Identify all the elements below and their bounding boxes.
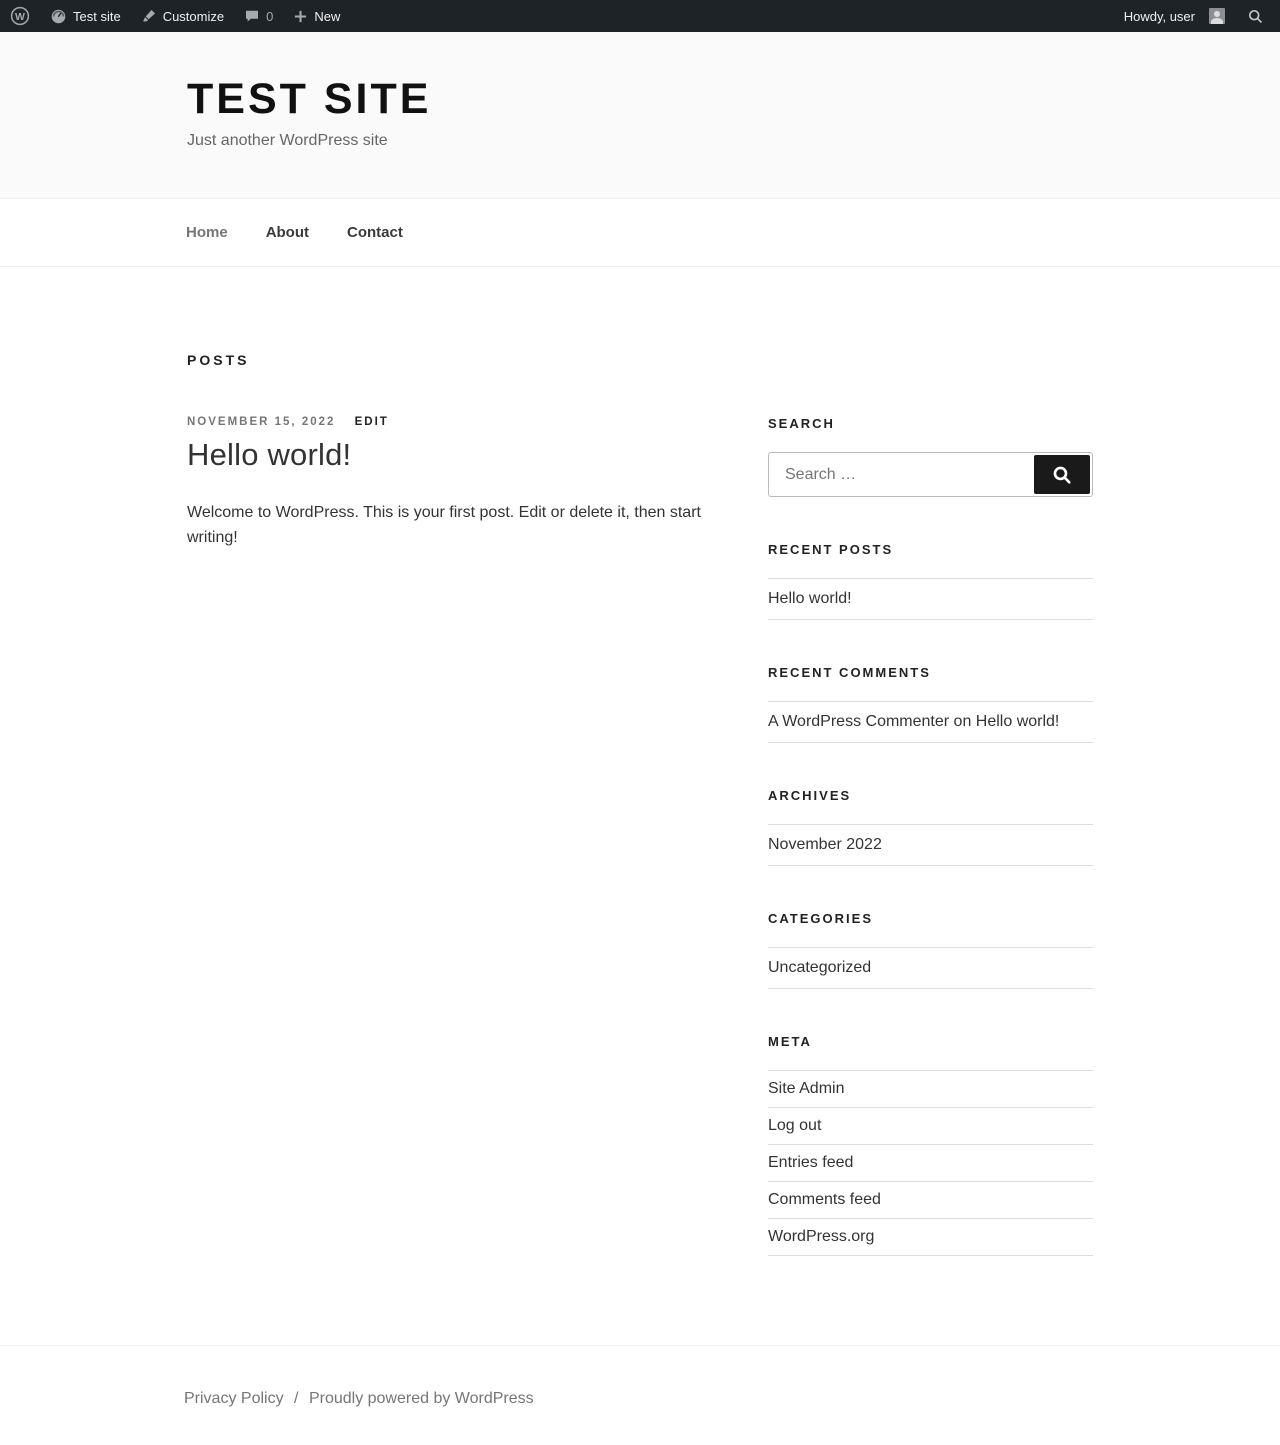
site-footer (0, 1345, 1280, 1445)
customize-label: Customize (162, 8, 225, 24)
comment-connector: on (949, 713, 976, 730)
admin-bar (0, 0, 1280, 32)
howdy-label: Howdy, user (1123, 8, 1195, 24)
admin-bar-site-name[interactable] (40, 0, 131, 32)
wordpress-menu-button[interactable] (0, 0, 40, 32)
admin-bar-site-name-label: Test site (73, 8, 121, 24)
post-meta (187, 416, 727, 428)
primary-nav (0, 198, 1280, 267)
new-label: New (314, 8, 341, 24)
search-form (768, 452, 1093, 497)
customize-button[interactable] (131, 0, 234, 32)
meta-link-wordpress-org[interactable]: WordPress.org (768, 1228, 875, 1245)
meta-widget (768, 1034, 1093, 1256)
search-icon (1247, 8, 1264, 25)
meta-link-site-admin[interactable]: Site Admin (768, 1080, 845, 1097)
meta-item (768, 1108, 1093, 1145)
nav-item-about[interactable]: About (265, 224, 310, 241)
archive-link[interactable]: November 2022 (768, 836, 882, 853)
search-submit-icon (1051, 464, 1073, 486)
comments-count: 0 (266, 8, 274, 24)
archives-widget (768, 788, 1093, 866)
svg-text:W: W (15, 11, 25, 23)
search-widget (768, 416, 1093, 497)
categories-widget (768, 911, 1093, 989)
category-link[interactable]: Uncategorized (768, 959, 872, 976)
meta-link-log-out[interactable]: Log out (768, 1117, 822, 1134)
footer-separator: / (294, 1390, 299, 1407)
archive-item (768, 825, 1093, 866)
recent-posts-title: RECENT POSTS (768, 542, 894, 557)
powered-by-link[interactable]: Proudly powered by WordPress (308, 1390, 534, 1407)
recent-comments-title: RECENT COMMENTS (768, 665, 931, 680)
recent-post-item (768, 579, 1093, 620)
page-title: POSTS (187, 352, 250, 368)
gauge-icon (50, 8, 67, 25)
nav-item-home[interactable]: Home (186, 224, 228, 241)
recent-comment-item (768, 702, 1093, 743)
search-submit-button[interactable] (1034, 455, 1090, 494)
meta-title: META (768, 1034, 812, 1049)
recent-posts-widget (768, 542, 1093, 620)
posts-column (187, 352, 727, 1345)
post-body: Welcome to WordPress. This is your first post. Edit or delete it, then start writing! (187, 504, 701, 546)
comment-author-link[interactable]: A WordPress Commenter (768, 713, 950, 730)
categories-title: CATEGORIES (768, 911, 873, 926)
post-date-link[interactable]: NOVEMBER 15, 2022 (187, 416, 336, 428)
sidebar (768, 352, 1093, 1345)
meta-item (768, 1219, 1093, 1256)
recent-post-link[interactable]: Hello world! (768, 590, 852, 607)
main-content (187, 267, 1093, 1345)
new-content-button[interactable] (283, 0, 350, 32)
post-hello-world (187, 416, 727, 551)
my-account-button[interactable] (1106, 0, 1235, 32)
comment-post-link[interactable]: Hello world! (975, 713, 1060, 730)
post-title-link[interactable]: Hello world! (187, 437, 352, 472)
site-title[interactable]: TEST SITE (187, 75, 432, 123)
wordpress-logo-icon (10, 6, 30, 26)
meta-item (768, 1182, 1093, 1219)
recent-comments-widget (768, 665, 1093, 743)
nav-item-contact[interactable]: Contact (347, 224, 403, 241)
comments-button[interactable] (234, 0, 283, 32)
brush-icon (141, 8, 157, 24)
post-edit-link[interactable]: EDIT (354, 416, 389, 428)
meta-item (768, 1071, 1093, 1108)
archives-title: ARCHIVES (768, 788, 852, 803)
site-tagline: Just another WordPress site (187, 132, 388, 150)
comment-bubble-icon (244, 8, 260, 24)
search-widget-title: SEARCH (768, 416, 835, 431)
meta-link-comments-feed[interactable]: Comments feed (768, 1191, 881, 1208)
admin-bar-search-button[interactable] (1235, 0, 1270, 32)
user-avatar (1209, 8, 1225, 24)
category-item (768, 948, 1093, 989)
plus-icon (293, 9, 308, 24)
meta-link-entries-feed[interactable]: Entries feed (768, 1154, 854, 1171)
admin-bar-left (0, 0, 350, 32)
admin-bar-right (1106, 0, 1270, 32)
meta-item (768, 1145, 1093, 1182)
privacy-policy-link[interactable]: Privacy Policy (184, 1390, 284, 1407)
site-header (0, 32, 1280, 198)
